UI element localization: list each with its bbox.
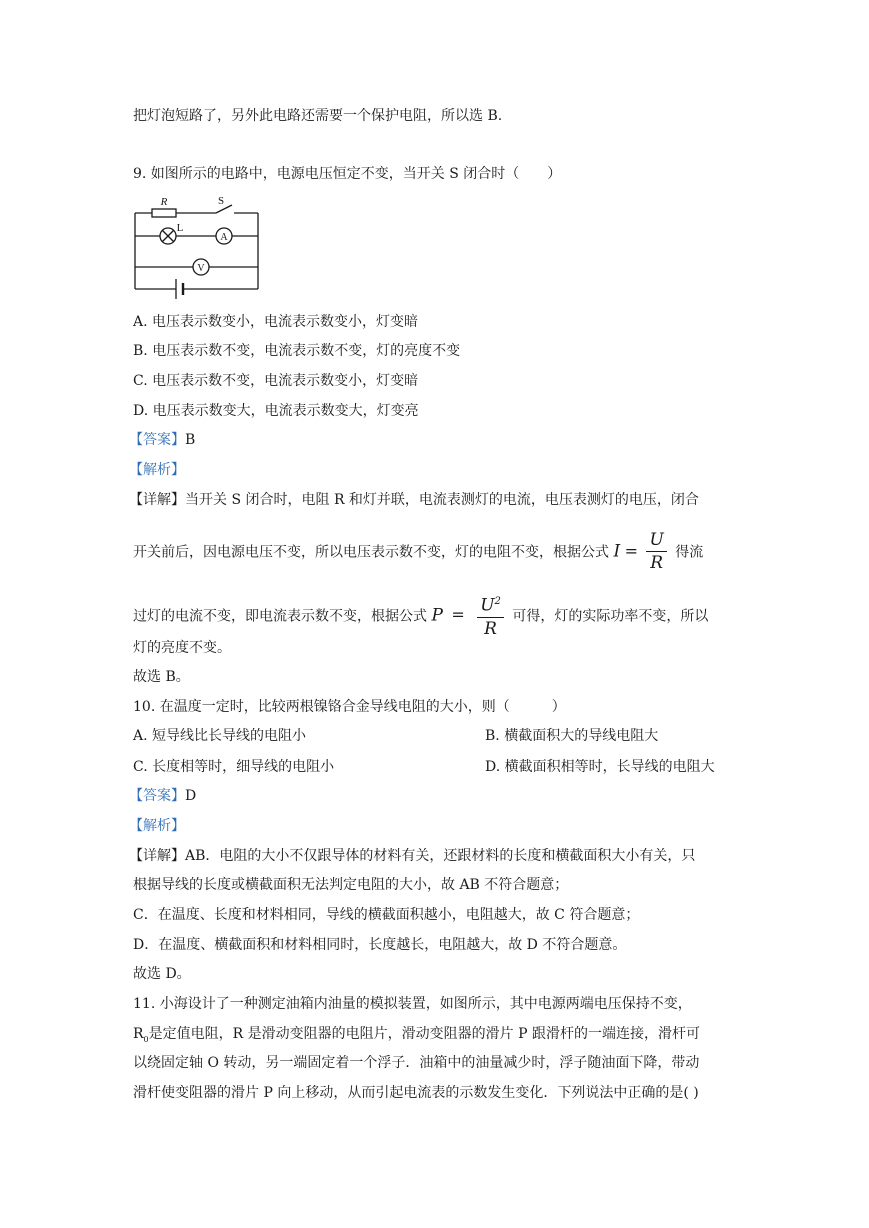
label-s: S xyxy=(217,195,225,207)
q11-r0-subscript: 0 xyxy=(143,1034,149,1044)
analysis-tag: 【解析】 xyxy=(129,818,185,834)
formula1-eq: = xyxy=(624,541,639,561)
q9-conclusion: 故选 B。 xyxy=(133,669,190,685)
detail-tag: 【详解】 xyxy=(129,848,185,864)
q9-option-a: A. 电压表示数变小，电流表示数变小，灯变暗 xyxy=(133,314,419,330)
formula1-fraction xyxy=(646,529,666,574)
q9-detail-text-2b: 得流 xyxy=(675,544,704,561)
detail-tag: 【详解】 xyxy=(129,492,185,508)
q9-detail-text-1: 当开关 S 闭合时，电阻 R 和灯并联，电流表测灯的电流，电压表测灯的电压，闭合 xyxy=(185,492,699,508)
q10-conclusion: 故选 D。 xyxy=(133,966,191,982)
q10-answer: D xyxy=(185,788,197,804)
q9-detail-line-2 xyxy=(133,530,703,575)
circuit-diagram xyxy=(128,193,268,303)
analysis-tag: 【解析】 xyxy=(129,462,185,478)
q10-option-d: D. 横截面积相等时，长导线的电阻大 xyxy=(485,759,715,775)
q9-option-b: B. 电压表示数不变，电流表示数不变，灯的亮度不变 xyxy=(133,343,461,359)
q9-stem: 9. 如图所示的电路中，电源电压恒定不变，当开关 S 闭合时（ ） xyxy=(133,166,562,182)
formula2-den: R xyxy=(484,618,497,639)
formula2-eq: = xyxy=(451,605,465,625)
label-l: L xyxy=(176,222,184,234)
q10-detail-text-1: AB．电阻的大小不仅跟导体的材料有关，还跟材料的长度和横截面积大小有关，只 xyxy=(185,848,696,864)
formula2-fraction xyxy=(477,591,504,640)
formula1-num: U xyxy=(646,529,666,552)
q9-detail-line-4: 灯的亮度不变。 xyxy=(133,640,231,656)
label-v: V xyxy=(197,263,205,274)
formula2-num xyxy=(477,591,504,618)
formula1-den: R xyxy=(650,553,664,573)
formula2-sup: 2 xyxy=(494,596,501,607)
label-r: R xyxy=(160,196,168,208)
q10-detail-line-3: C．在温度、长度和材料相同，导线的横截面积越小，电阻越大，故 C 符合题意； xyxy=(133,907,640,923)
q11-r0-symbol: R xyxy=(133,1026,144,1042)
q9-detail-text-2a: 开关前后，因电源电压不变，所以电压表示数不变，灯的电阻不变，根据公式 xyxy=(133,544,609,561)
q11-line-1: 11. 小海设计了一种测定油箱内油量的模拟装置，如图所示，其中电源两端电压保持不变， xyxy=(133,996,692,1012)
q9-answer-row xyxy=(129,430,195,450)
q11-line-2-text: 是定值电阻，R 是滑动变阻器的电阻片，滑动变阻器的滑片 P 跟滑杆的一端连接，滑杆可 xyxy=(148,1026,700,1042)
q10-analysis-row xyxy=(129,816,185,836)
q10-detail-line-4: D．在温度、横截面积和材料相同时，长度越长，电阻越大，故 D 不符合题意。 xyxy=(133,937,627,953)
q10-answer-row xyxy=(129,786,196,806)
q10-detail-line-1 xyxy=(129,846,695,866)
q9-option-d: D. 电压表示数变大，电流表示数变大，灯变亮 xyxy=(133,403,419,419)
label-a: A xyxy=(220,232,228,243)
formula2-num-var: U xyxy=(480,595,495,616)
formula2-lhs: P xyxy=(431,605,443,626)
q11-line-3: 以绕固定轴 O 转动，另一端固定着一个浮子．油箱中的油量减少时，浮子随油面下降，带动 xyxy=(133,1055,700,1071)
q9-option-c: C. 电压表示数不变，电流表示数变小，灯变暗 xyxy=(133,373,419,389)
q10-option-a: A. 短导线比长导线的电阻小 xyxy=(133,728,307,744)
q10-option-b: B. 横截面积大的导线电阻大 xyxy=(485,728,659,744)
q9-answer: B xyxy=(185,432,196,448)
q9-detail-text-3a: 过灯的电流不变，即电流表示数不变，根据公式 xyxy=(133,608,427,625)
formula1-lhs: I xyxy=(613,541,621,562)
q10-stem: 10. 在温度一定时，比较两根镍铬合金导线电阻的大小，则（ ） xyxy=(133,699,566,715)
answer-tag: 【答案】 xyxy=(129,432,185,448)
q9-detail-line-1 xyxy=(129,490,699,510)
q9-detail-text-3b: 可得，灯的实际功率不变，所以 xyxy=(512,608,709,625)
answer-tag: 【答案】 xyxy=(129,788,185,804)
q10-option-c: C. 长度相等时，细导线的电阻小 xyxy=(133,759,335,775)
q10-detail-line-2: 根据导线的长度或横截面积无法判定电阻的大小，故 AB 不符合题意； xyxy=(133,877,569,893)
q11-line-2 xyxy=(133,1024,700,1050)
q9-analysis-row xyxy=(129,460,185,480)
intro-line: 把灯泡短路了，另外此电路还需要一个保护电阻，所以选 B. xyxy=(133,108,503,124)
q9-detail-line-3 xyxy=(133,592,708,641)
q11-line-4: 滑杆使变阻器的滑片 P 向上移动，从而引起电流表的示数发生变化．下列说法中正确的是( ) xyxy=(133,1085,699,1101)
